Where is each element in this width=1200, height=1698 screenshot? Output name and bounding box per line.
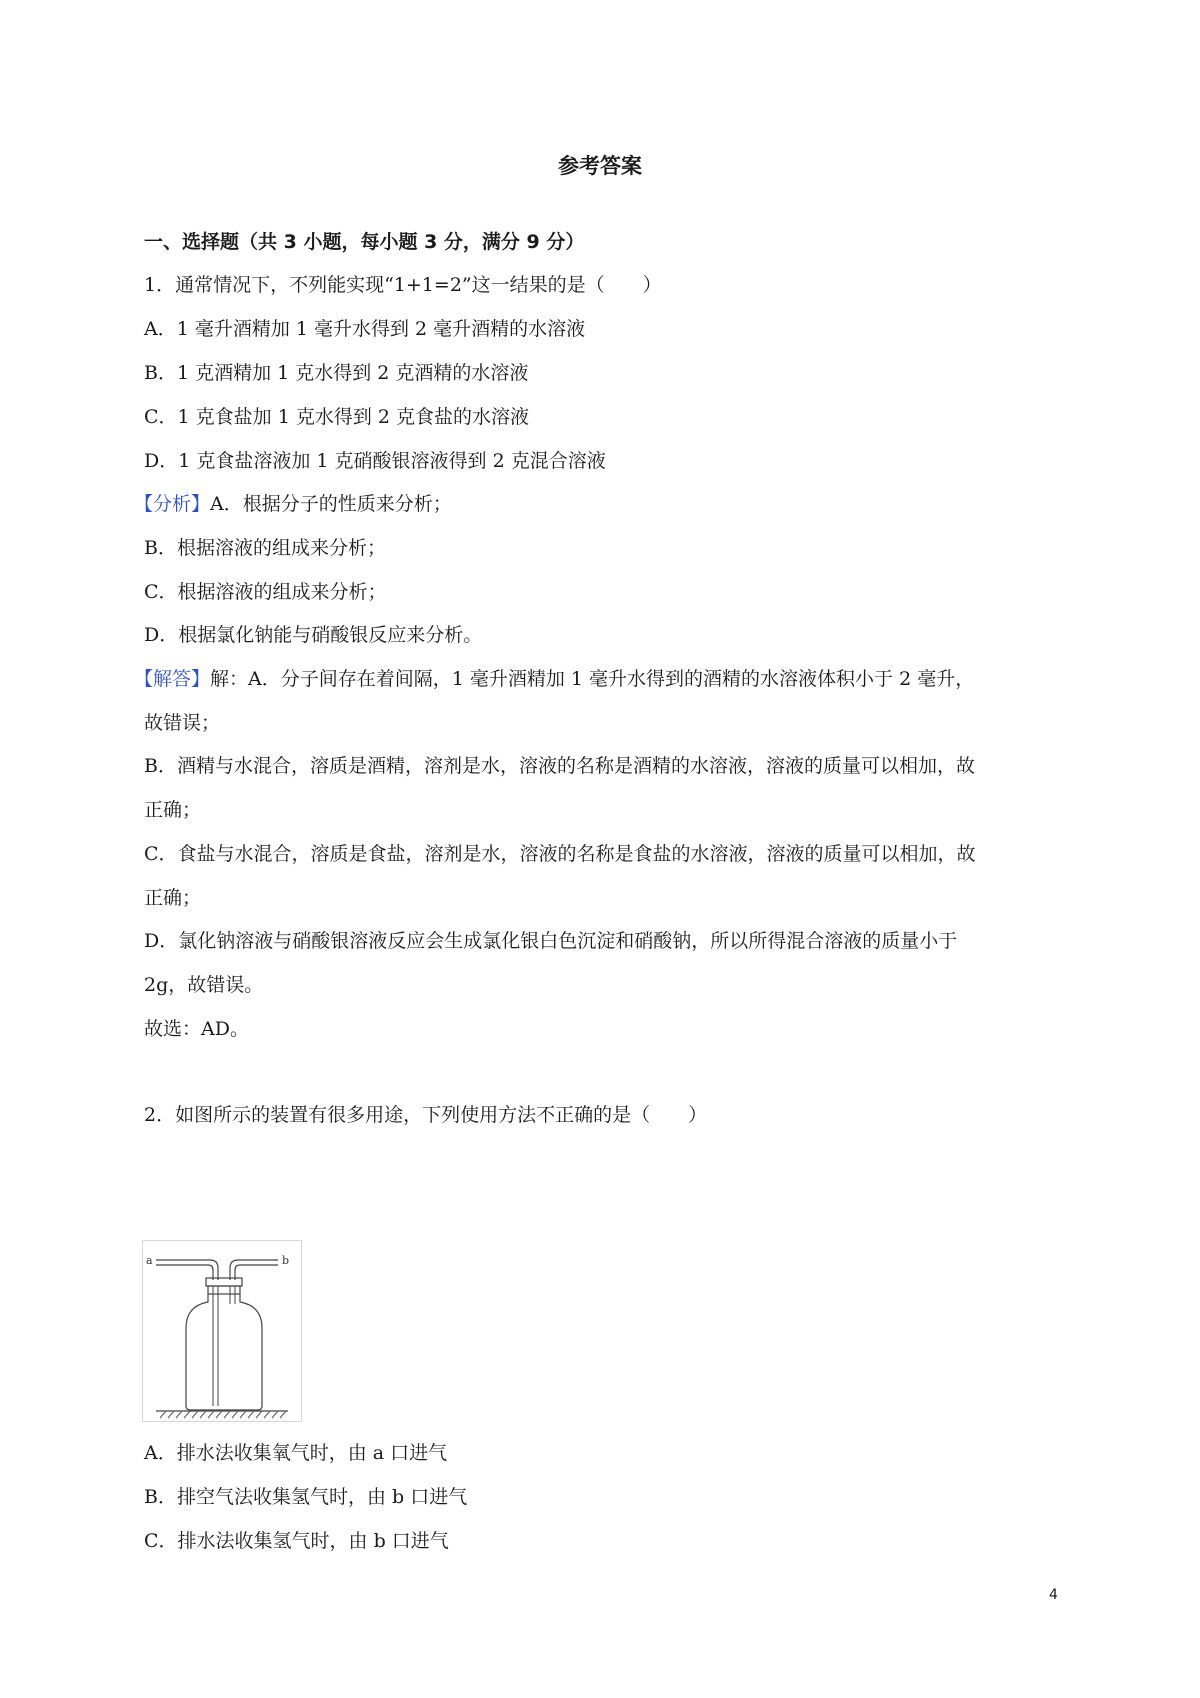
question-1-stem: 1．通常情况下，不列能实现“1+1=2”这一结果的是（ ） [144, 274, 662, 296]
gas-bottle-figure [142, 1240, 302, 1422]
answer-line [134, 667, 974, 691]
question-2-option-b: B．排空气法收集氢气时，由 b 口进气 [144, 1486, 468, 1508]
analysis-line: C．根据溶液的组成来分析； [144, 581, 387, 603]
figure-label-a: a [146, 1254, 153, 1267]
answer-tag: 【解答】 [134, 668, 211, 690]
answer-line: 故错误； [144, 712, 221, 734]
analysis-text: A．根据分子的性质来分析； [210, 493, 452, 515]
answer-line: C．食盐与水混合，溶质是食盐，溶剂是水，溶液的名称是食盐的水溶液，溶液的质量可以相加，故 [144, 843, 976, 865]
question-2-option-c: C．排水法收集氢气时，由 b 口进气 [144, 1530, 449, 1552]
answer-line: 故选：AD。 [144, 1018, 249, 1040]
analysis-line [134, 492, 452, 516]
question-1-option-d: D．1 克食盐溶液加 1 克硝酸银溶液得到 2 克混合溶液 [144, 450, 606, 472]
question-1-option-c: C．1 克食盐加 1 克水得到 2 克食盐的水溶液 [144, 406, 530, 428]
answer-line: 正确； [144, 887, 202, 909]
question-1-option-b: B．1 克酒精加 1 克水得到 2 克酒精的水溶液 [144, 362, 529, 384]
section-heading: 一、选择题（共 3 小题，每小题 3 分，满分 9 分） [144, 231, 585, 253]
analysis-line: B．根据溶液的组成来分析； [144, 537, 386, 559]
answer-text: 解：A．分子间存在着间隔，1 毫升酒精加 1 毫升水得到的酒精的水溶液体积小于 2 毫升， [210, 668, 975, 690]
figure-label-b: b [282, 1254, 290, 1267]
gas-bottle-diagram [142, 1240, 302, 1422]
page-number: 4 [1049, 1587, 1058, 1603]
analysis-line: D．根据氯化钠能与硝酸银反应来分析。 [144, 624, 483, 646]
answer-line: 2g，故错误。 [144, 974, 264, 996]
page-title: 参考答案 [558, 154, 642, 178]
answer-line: B．酒精与水混合，溶质是酒精，溶剂是水，溶液的名称是酒精的水溶液，溶液的质量可以相加，故 [144, 755, 975, 777]
question-1-option-a: A．1 毫升酒精加 1 毫升水得到 2 毫升酒精的水溶液 [144, 318, 586, 340]
answer-line: 正确； [144, 799, 202, 821]
answer-line: D．氯化钠溶液与硝酸银溶液反应会生成氯化银白色沉淀和硝酸钠，所以所得混合溶液的质量小于 [144, 930, 958, 952]
question-2-stem: 2．如图所示的装置有很多用途，下列使用方法不正确的是（ ） [144, 1104, 708, 1126]
question-2-option-a: A．排水法收集氧气时，由 a 口进气 [144, 1442, 448, 1464]
analysis-tag: 【分析】 [134, 493, 211, 515]
